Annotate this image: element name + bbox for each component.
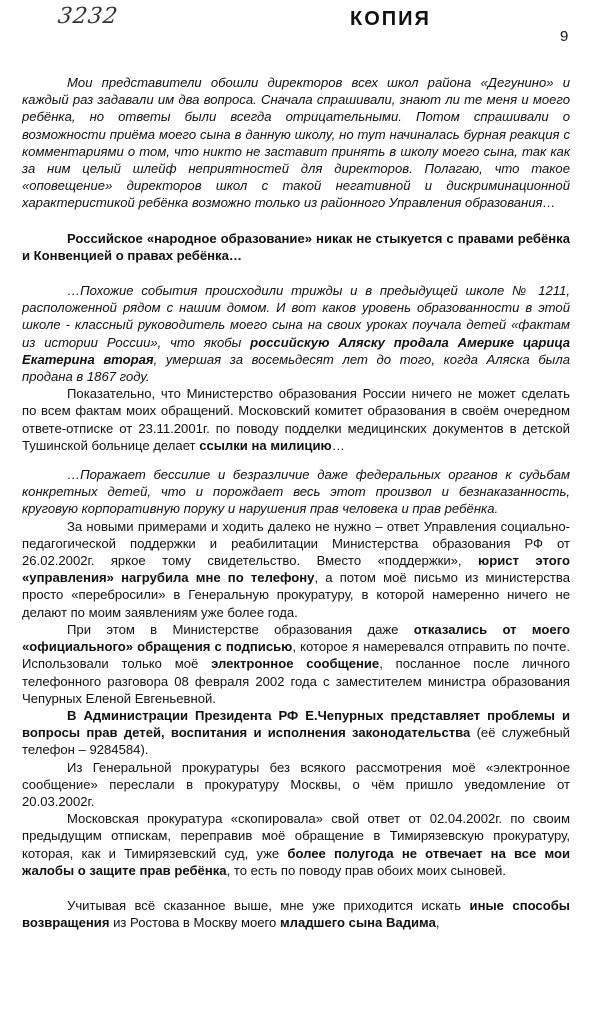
paragraph-conclusion [22,897,570,931]
paragraph-text: из Ростова в Москву моего [109,915,280,931]
page-number: 9 [560,28,569,45]
paragraph-text: , посланное после личного телефонного разговора 08 февраля 2002 года с заместителем министра образования Чепурных Еленой Евгеньевной. [22,656,570,706]
paragraph-text: , умершая за восемьдесят лет до того, когда Аляска была продана в 1867 году. [22,351,570,385]
paragraph-powerlessness: …Поражает бессилие и безразличие даже федеральных органов к судьбам конкретных детей, что и порождает весь этот произвол и безнаказанность, круговую корпоративную поруку и нарушения прав человека и прав ребёнка. [22,467,570,517]
section-heading: Российское «народное образование» никак не стыкуется с правами ребёнка и Конвенцией о правах ребёнка… [22,230,570,263]
paragraph-text: , [435,915,440,931]
emphasis-refused: отказались от моего «официального» обращения с подписью [22,621,570,655]
paragraph-text: При этом в Министерстве образования даже [67,621,414,637]
paragraph-text: … [331,437,345,453]
paragraph-text: Показательно, что Министерство образования России ничего не может сделать по всем фактам моих обращений. Московский комитет образования в своём очередном ответе-отписке от 23.11.2001г. по поводу подделки медицинских документов в детской Тушинской больнице делает [22,386,570,453]
paragraph-prosecutor-general: Из Генеральной прокуратуры без всякого рассмотрения моё «электронное сообщение» переслали в прокуратуру Москвы, о чём пришло уведомление от 20.03.2002г. [22,759,570,809]
paragraph-text: , а потом моё письмо из министерства просто «перебросили» в Генеральную прокуратуру, в которой намеренно ничего не делают по моим заявлениям уже более года. [22,570,570,620]
paragraph-official-appeal [22,621,570,707]
emphasis-administration: В Администрации Президента РФ Е.Чепурных представляет проблемы и вопросы прав детей, воспитания и исполнения законодательства [22,707,570,741]
emphasis-other-ways: иные способы возвращения [22,897,570,931]
paragraph-administration [22,707,570,759]
handwritten-number: 3232 [56,4,120,29]
paragraph-text: , которое я намеревался отправить по почте. Использовали только моё [22,639,571,672]
paragraph-text: , то есть по поводу прав обоих моих сыновей. [226,862,507,878]
document-body [22,74,570,931]
paragraph-school-1211 [22,282,570,385]
emphasis-police: ссылки на милицию [199,437,332,453]
emphasis-alaska: российскую Аляску продала Америке царица Екатерина вторая [22,334,570,367]
emphasis-no-answer: более полугода не отвечает на все мои жалобы о защите прав ребёнка [22,845,571,878]
paragraph-text: Учитывая всё сказанное выше, мне уже приходится искать [67,897,470,913]
paragraph-moscow-prosecutor [22,810,570,879]
paragraph-text: …Похожие события происходили трижды и в предыдущей школе № 1211, расположенной рядом с нашим домом. И вот каков уровень образованности в этой школе - классный руководитель моего сына на своих уроках поучала детей «фактам из истории России», что якобы [22,283,570,350]
paragraph-ministry [22,385,570,454]
paragraph-text: За новыми примерами и ходить далеко не нужно – ответ Управления социально-педагогической поддержки и реабилитации Министерства образования РФ от 26.02.2002г. яркое тому свидетельство. Вместо «поддержки», [22,518,570,569]
paragraph-new-examples [22,518,570,621]
copy-stamp: КОПИЯ [350,8,431,30]
paragraph-schools-degunino: Мои представители обошли директоров всех школ района «Дегунино» и каждый раз задавали им два вопроса. Сначала спрашивали, знают ли те меня и моего ребёнка, но ответы были всегда отрицательными. Потом спрашивали о возможности приёма моего сына в данную школу, но тут начиналась бурная реакция с комментариями о том, что никто не заставит принять в школу моего сына, так как за ним целый шлейф неприятностей для директоров. Полагаю, что такое «оповещение» директоров школ с такой негативной и дискриминационной характеристикой ребёнка возможно только из районного Управления образования… [22,75,570,211]
paragraph-text: (её служебный телефон – 9284584). [22,725,570,758]
emphasis-younger-son: младшего сына Вадима [279,915,436,931]
paragraph-text: Московская прокуратура «скопировала» свой ответ от 02.04.2002г. по своим предыдущим отпискам, переправив моё обращение в Тимирязевскую прокуратуру, которая, как и Тимирязевский суд, уже [22,811,570,861]
emphasis-email: электронное сообщение [211,656,380,672]
emphasis-lawyer: юрист этого «управления» нагрубила мне по телефону [22,553,570,586]
